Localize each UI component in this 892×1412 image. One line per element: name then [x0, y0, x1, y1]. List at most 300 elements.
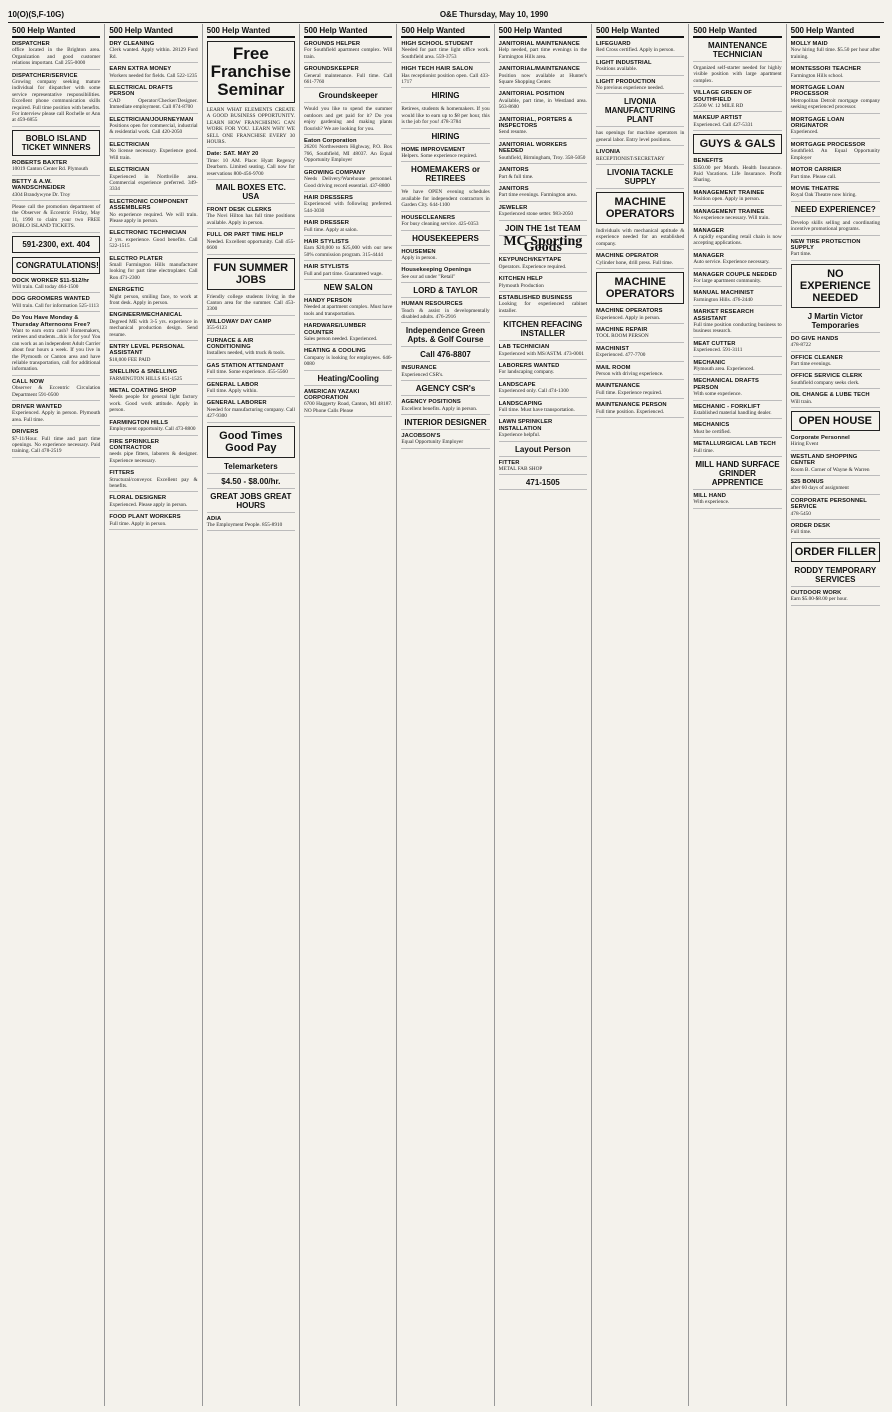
- classified-ad: [693, 341, 781, 357]
- ad-title: Good Times Good Pay: [219, 429, 283, 454]
- classified-ad: [791, 523, 880, 539]
- classified-ad: [12, 179, 100, 201]
- classified-ad: [791, 435, 880, 451]
- ad-title: MANAGEMENT TRAINEE: [693, 189, 765, 196]
- ad-title: MILL HAND: [693, 493, 727, 500]
- classified-ad: [596, 168, 684, 189]
- classified-ad: [596, 346, 684, 362]
- ad-title: NEED EXPERIENCE?: [794, 204, 876, 214]
- classified-column: [397, 24, 494, 1406]
- ad-title: MAINTENANCE: [596, 383, 640, 390]
- ad-body: Will train.: [790, 398, 813, 405]
- ad-title: J Martin Victor Temporaries: [807, 311, 864, 330]
- ad-body: Installers needed, with truck & tools.: [206, 350, 286, 357]
- ad-title: ROBERTS BAXTER: [12, 159, 68, 166]
- classified-ad: [304, 41, 392, 63]
- classified-ad: [304, 138, 392, 167]
- ad-body: Part time evenings.: [790, 360, 832, 367]
- ad-title: FARMINGTON HILLS: [109, 419, 169, 426]
- classified-ad: [693, 65, 781, 87]
- ad-title: MILL HAND SURFACE GRINDER APPRENTICE: [695, 460, 780, 488]
- classified-ad: [596, 228, 684, 250]
- ad-body: Plymouth area. Experienced.: [693, 366, 755, 372]
- ad-body: Organized self-starter needed for highly visible position with large apartment complex.: [693, 65, 782, 84]
- ad-body: 478-8722: [790, 342, 811, 349]
- ad-title: MANUAL MACHINIST: [693, 290, 754, 297]
- classified-ad: [207, 294, 295, 316]
- ad-title: METAL COATING SHOP: [109, 388, 177, 395]
- ad-title: HAIR DRESSERS: [304, 194, 353, 201]
- classified-ad: [304, 298, 392, 320]
- classified-ad: [499, 142, 587, 164]
- ad-body: Must be certified.: [693, 428, 731, 435]
- ad-title: DOG GROOMERS WANTED: [12, 296, 90, 303]
- ad-title: NEW SALON: [323, 282, 373, 292]
- ad-title: ORDER DESK: [790, 523, 831, 530]
- ad-body: Red Cross certified. Apply in person.: [596, 47, 675, 54]
- ad-title: FRONT DESK CLERKS: [206, 207, 272, 214]
- classified-ad: [499, 382, 587, 398]
- ad-title: MACHINIST: [596, 345, 630, 352]
- ad-body: Auto service. Experience necessary.: [693, 259, 770, 266]
- ad-title: MECHANICAL DRAFTS PERSON: [693, 378, 760, 391]
- ad-title: MANAGER: [693, 252, 724, 259]
- ad-title: MAIL BOXES ETC. USA: [215, 183, 286, 202]
- classified-ad: [304, 220, 392, 236]
- ad-title: DRY CLEANING: [109, 41, 155, 47]
- classified-ad: [596, 402, 684, 418]
- ad-title: MEAT CUTTER: [693, 340, 736, 347]
- classified-ad: [693, 253, 781, 269]
- classified-ad: [109, 470, 197, 492]
- ad-title: MC Sporting Goods: [503, 233, 583, 255]
- ad-title: MORTGAGE LOAN PROCESSOR: [790, 85, 845, 98]
- classified-columns: [8, 24, 884, 1406]
- ad-title: MACHINE OPERATORS: [605, 276, 675, 301]
- classified-ad: [693, 209, 781, 225]
- ad-title: LIVONIA MANUFACTURING PLANT: [604, 97, 676, 125]
- classified-column: [105, 24, 202, 1406]
- ad-title: LAB TECHNICIAN: [498, 344, 550, 351]
- ad-title: INSURANCE: [401, 365, 437, 372]
- ad-title: Call 476-8807: [420, 350, 471, 360]
- ad-title: MORTGAGE PROCESSOR: [790, 141, 866, 148]
- ad-body: Full time. Apply at salon.: [304, 226, 358, 233]
- ad-title: 471-1505: [525, 478, 560, 488]
- classified-ad: [109, 256, 197, 285]
- ad-title: KITCHEN REFACING INSTALLER: [503, 320, 583, 339]
- ad-body: With experience.: [693, 499, 730, 506]
- ad-body: Full time. Some experience. 455-5560: [206, 369, 288, 376]
- ad-body: Now hiring full time. $5.50 per hour after training.: [790, 47, 880, 60]
- column-header-label: Help Wanted: [124, 26, 173, 35]
- classified-ad: [109, 514, 197, 530]
- ad-title: HIRING: [431, 91, 460, 101]
- ad-body: Individuals with mechanical aptitude & experience needed for an established company.: [596, 228, 685, 247]
- column-header-label: Help Wanted: [708, 26, 757, 35]
- ad-title: GROWING COMPANY: [304, 169, 366, 176]
- classified-ad: [499, 419, 587, 441]
- classified-ad: [499, 66, 587, 88]
- ad-body: Apply in person.: [401, 254, 437, 261]
- ad-title: GROUNDSKEEPER: [304, 66, 359, 73]
- classified-ad: [499, 344, 587, 360]
- column-header: [791, 26, 880, 38]
- ad-title: HOUSECLEANERS: [401, 214, 456, 221]
- classified-ad: [401, 433, 489, 449]
- ad-title: BETTY & A.W. WANDSCHNEIDER: [12, 178, 66, 192]
- ad-title: MECHANIC: [693, 359, 726, 366]
- classified-ad: [693, 190, 781, 206]
- column-header-label: Help Wanted: [806, 26, 855, 35]
- ad-title: HOUSEMEN: [401, 248, 436, 255]
- ad-body: $7-11/Hour. Full time and part time openings. No experience necessary. Paid training. Call 478-2519: [12, 435, 101, 455]
- masthead-center: O&E Thursday, May 10, 1990: [439, 9, 549, 19]
- ad-title: Heating/Cooling: [317, 373, 379, 383]
- ad-body: Experienced. Call 427-5331: [693, 121, 753, 128]
- ad-body: Workers needed for fields. Call 522-1235: [109, 72, 198, 79]
- ad-title: LANDSCAPE: [498, 381, 536, 388]
- ad-title: MAIL ROOM: [596, 364, 631, 371]
- classified-ad: [499, 41, 587, 63]
- classified-ad: [304, 195, 392, 217]
- classified-ad: [499, 401, 587, 417]
- ad-title: ESTABLISHED BUSINESS: [498, 294, 573, 301]
- ad-body: Full time. Apply in person.: [109, 520, 167, 527]
- classified-ad: [693, 378, 781, 400]
- ad-title: DO GIVE HANDS: [790, 335, 839, 342]
- classified-ad: [109, 230, 197, 252]
- ad-body: Structural/conveyor. Excellent pay & benefits.: [109, 476, 198, 489]
- ad-body: LEARN WHAT ELEMENTS CREATE A GOOD BUSINESS OPPORTUNITY. LEARN HOW FRANCHISING CAN WORK FOR YOU. LEARN WHY WE SELL ONE FRANCHISE EVERY 30 HOURS.: [206, 107, 295, 146]
- classified-ad: [791, 336, 880, 352]
- ad-title: MECHANICS: [693, 422, 730, 429]
- ad-title: DOCK WORKER $11-$12/hr: [12, 277, 90, 284]
- ad-body: No license necessary. Experience good. Will train.: [109, 148, 198, 161]
- classified-ad: [499, 205, 587, 221]
- ad-title: LAWN SPRINKLER INSTALLATION: [498, 419, 553, 432]
- classified-ad: [12, 236, 100, 253]
- ad-body: $350.00 per Month. Health Insurance. Paid Vacations. Life Insurance. Profit Sharing.: [693, 164, 782, 184]
- ad-body: Cylinder hone, drill press. Full time.: [596, 259, 674, 266]
- classified-ad: [12, 257, 100, 274]
- classified-ad: [109, 167, 197, 196]
- classified-ad: [596, 41, 684, 57]
- ad-body: TOOL ROOM PERSON: [596, 333, 649, 340]
- column-header-label: Help Wanted: [27, 26, 76, 35]
- classified-ad: [693, 360, 781, 376]
- ad-title: ENGINEER/MECHANICAL: [109, 312, 183, 319]
- ad-title: FIRE SPRINKLER CONTRACTOR: [109, 438, 160, 451]
- classified-ad: [693, 404, 781, 420]
- classified-ad: [207, 382, 295, 398]
- ad-title: ELECTRONIC COMPONENT ASSEMBLERS: [109, 198, 189, 212]
- ad-title: LIGHT PRODUCTION: [596, 78, 656, 85]
- classified-ad: [12, 204, 100, 233]
- classified-ad: [693, 422, 781, 438]
- ad-body: With some experience.: [693, 391, 742, 398]
- classified-ad: [207, 516, 295, 532]
- ad-title: ELECTRICIAN: [109, 141, 150, 148]
- classified-ad: [12, 160, 100, 176]
- ad-title: MAINTENANCE TECHNICIAN: [707, 41, 768, 59]
- classified-ad: [207, 207, 295, 229]
- classified-ad: [499, 445, 587, 457]
- ad-body: Want to earn extra cash? Homemakers, retirees and students...this is for you! You can work as an independent Adult Carrier about four hours a week. If you live in the Plymouth or Canton area and have reliable transportation, call for additional information.: [12, 327, 101, 373]
- classified-ad: [791, 167, 880, 183]
- ad-body: Hiring Event: [790, 441, 819, 448]
- column-header-number: 500: [596, 26, 610, 35]
- ad-body: Will train. Call today 464-1500: [12, 283, 79, 290]
- classified-column: [8, 24, 105, 1406]
- ad-body: Plymouth Production: [498, 282, 544, 289]
- classified-ad: [791, 392, 880, 408]
- ad-title: OIL CHANGE & LUBE TECH: [790, 392, 870, 399]
- ad-title: NEW TIRE PROTECTION SUPPLY: [790, 238, 861, 251]
- classified-ad: [401, 267, 489, 283]
- classified-ad: [109, 495, 197, 511]
- ad-title: BENEFITS: [693, 158, 723, 165]
- column-header: [596, 26, 684, 38]
- classified-ad: [109, 199, 197, 228]
- classified-ad: [791, 566, 880, 587]
- ad-body: 6700 Haggerty Road, Canton, MI 48187. NO Phone Calls Please: [304, 401, 393, 414]
- classified-ad: [791, 85, 880, 114]
- ad-title: HAIR DRESSER: [304, 220, 350, 227]
- classified-ad: [401, 234, 489, 246]
- ad-title: NO EXPERIENCE NEEDED: [799, 267, 871, 304]
- ad-title: VILLAGE GREEN OF SOUTHFIELD: [693, 90, 752, 103]
- column-header-number: 500: [790, 26, 805, 35]
- ad-title: JANITORIAL WORKERS NEEDED: [498, 141, 567, 155]
- classified-ad: [596, 192, 684, 224]
- ad-body: Operators. Experience required.: [498, 263, 567, 270]
- classified-ad: [596, 327, 684, 343]
- ad-title: LIVONIA TACKLE SUPPLY: [607, 168, 674, 187]
- ad-body: Experienced CSR's.: [401, 371, 444, 378]
- ad-title: HANDY PERSON: [304, 297, 352, 304]
- column-header: [109, 26, 197, 38]
- ad-body: Retirees, students & homemakers. If you would like to earn up to $8 per hour, this is the job for you! 478-3784: [401, 106, 490, 126]
- classified-ad: [207, 492, 295, 513]
- classified-ad: [109, 66, 197, 82]
- ad-body: Has receptionist position open. Call 433-1717: [401, 72, 490, 86]
- classified-ad: [499, 186, 587, 202]
- classified-column: [203, 24, 300, 1406]
- ad-title: METALLURGICAL LAB TECH: [693, 441, 776, 448]
- classified-ad: [791, 239, 880, 261]
- ad-title: Do You Have Monday & Thursday Afternoons Free?: [12, 315, 91, 328]
- classified-ad: [596, 253, 684, 269]
- classified-ad: [401, 66, 489, 88]
- classified-ad: [401, 350, 489, 362]
- classified-ad: [401, 215, 489, 231]
- ad-body: Develop skills selling and coordinating incentive promotional programs.: [790, 219, 880, 233]
- ad-title: FUN SUMMER JOBS: [213, 261, 289, 286]
- column-header: [12, 26, 100, 38]
- ad-body: Observer & Eccentric Circulation Department 591-0500: [12, 385, 101, 398]
- ad-title: MOLLY MAID: [790, 41, 828, 47]
- ad-title: Free Franchise Seminar: [210, 44, 291, 99]
- ad-body: Full time. Must have transportation.: [498, 407, 575, 414]
- ad-body: Metropolitan Detroit mortgage company seeking experienced processor.: [790, 97, 880, 111]
- classified-ad: [791, 205, 880, 217]
- ad-body: CAD Operator/Checker/Designer. Immediate employment. Call 874-8700: [109, 97, 198, 111]
- column-header-number: 500: [401, 26, 415, 35]
- ad-title: BOBLO ISLAND TICKET WINNERS: [21, 133, 91, 152]
- classified-ad: [791, 479, 880, 495]
- ad-body: Needed for manufacturing company. Call 427-9300: [206, 406, 295, 420]
- ad-body: Room B. Corner of Wayne & Warren: [790, 466, 870, 473]
- ad-body: Full time position. Experienced.: [596, 408, 665, 415]
- ad-body: Position open. Apply in person.: [693, 196, 761, 203]
- classified-ad: [109, 142, 197, 164]
- classified-ad: [109, 420, 197, 436]
- ad-body: Would you like to spend the summer outdoors and get paid for it? Do you enjoy gardening and making plants flourish? We are looking for you.: [304, 106, 393, 132]
- ad-body: Royal Oak Theatre now hiring.: [790, 192, 857, 199]
- classified-ad: [304, 264, 392, 280]
- ad-body: has openings for machine operators in general labor. Entry level positions.: [596, 130, 685, 143]
- page-number: 10(O)(S,F-10G): [8, 9, 65, 19]
- classified-ad: [596, 97, 684, 127]
- ad-body: Experienced only. Call 474-1300: [498, 388, 569, 395]
- classified-ad: [791, 411, 880, 431]
- ad-title: DRIVERS: [12, 429, 39, 436]
- ad-title: HUMAN RESOURCES: [401, 301, 463, 308]
- classified-ad: [693, 272, 781, 288]
- classified-ad: [207, 232, 295, 254]
- ad-title: JANITORIAL, PORTERS & INSPECTORS: [498, 116, 573, 130]
- ad-title: JANITORIAL MAINTENANCE: [498, 41, 580, 47]
- ad-body: Sales person needed. Experienced.: [304, 336, 378, 342]
- classified-ad: [596, 79, 684, 95]
- ad-body: 4304 Brandywyne Dr. Troy: [12, 191, 71, 198]
- ad-title: CALL NOW: [12, 378, 44, 385]
- ad-title: MORTGAGE LOAN ORIGINATOR: [790, 116, 845, 130]
- ad-title: AMERICAN YAZAKI CORPORATION: [304, 388, 360, 402]
- ad-title: MANAGEMENT TRAINEE: [693, 208, 765, 215]
- ad-title: JANITORIAL POSITION: [498, 91, 565, 98]
- ad-body: Position now available at Hunter's Square Shopping Center.: [498, 72, 587, 86]
- ad-title: OFFICE CLEANER: [790, 354, 843, 361]
- ad-title: LANDSCAPING: [498, 400, 543, 407]
- ad-body: Full time. Apply within.: [206, 387, 258, 394]
- ad-body: Full time.: [693, 447, 714, 454]
- classified-ad: [207, 41, 295, 103]
- classified-column: [592, 24, 689, 1406]
- ad-title: RODDY TEMPORARY SERVICES: [794, 565, 877, 584]
- classified-ad: [401, 301, 489, 323]
- ad-title: $4.50 - $8.00/hr.: [221, 476, 281, 486]
- ad-title: ENERGETIC: [109, 287, 145, 294]
- ad-title: OFFICE SERVICE CLERK: [790, 373, 863, 380]
- ad-title: MOTOR CARRIER: [790, 167, 842, 174]
- ad-body: For Southfield apartment complex. Will train.: [304, 47, 393, 60]
- classified-ad: [693, 115, 781, 131]
- ad-title: LIGHT INDUSTRIAL: [596, 59, 652, 66]
- classified-ad: [693, 309, 781, 338]
- ad-body: For busy cleaning service. 425-0353: [401, 221, 479, 228]
- classified-ad: [791, 498, 880, 520]
- column-header: [304, 26, 392, 38]
- ad-body: Growing company seeking mature individual for dispatcher with some service representative responsibilities. Excellent phone communication skills required. Full time position with benefits. For interview please call Rochelle or Ann at 459-6855: [12, 79, 101, 124]
- ad-body: Needed for part time light office work. Southfield area. 559-3753: [401, 47, 490, 60]
- classified-ad: [109, 312, 197, 341]
- classified-ad: [499, 276, 587, 292]
- classified-ad: [109, 41, 197, 63]
- ad-title: MACHINE OPERATOR: [596, 253, 659, 260]
- ad-title: HAIR STYLISTS: [304, 238, 349, 245]
- ad-body: Experience helpful.: [498, 432, 541, 439]
- classified-ad: [499, 478, 587, 490]
- column-header-number: 500: [693, 26, 707, 35]
- classified-ad: [12, 429, 100, 458]
- ad-body: Please call the promotion department of the Observer & Eccentric Friday, May 11, 1990 to claim your two FREE BOBLO ISLAND TICKETS.: [12, 203, 101, 230]
- classified-ad: [791, 142, 880, 164]
- ad-body: RECEPTIONIST/SECRETARY: [596, 155, 665, 162]
- ad-body: needs pipe fitters, laborers & designer. Experience necessary.: [109, 451, 198, 464]
- classified-ad: [791, 542, 880, 562]
- ad-title: Corporate Personnel: [790, 435, 850, 441]
- ad-body: Experienced with MS/ASTM. 473-0001: [498, 350, 584, 357]
- classified-column: [689, 24, 786, 1406]
- classified-ad: [693, 134, 781, 154]
- ad-title: HIGH SCHOOL STUDENT: [401, 41, 474, 47]
- ad-body: office located in the Brighton area. Organization and good customer relations important. Call 255-0000: [12, 47, 101, 67]
- ad-body: Part & full time.: [498, 173, 534, 180]
- classified-ad: [304, 348, 392, 370]
- classified-ad: [401, 91, 489, 103]
- classified-ad: [596, 383, 684, 399]
- ad-body: Full time position conducting business to business research.: [693, 321, 782, 335]
- classified-ad: [12, 296, 100, 312]
- classified-ad: [12, 404, 100, 426]
- classified-ad: [304, 239, 392, 261]
- ad-title: JOIN THE 1st TEAM: [505, 223, 581, 233]
- column-header-number: 500: [206, 26, 221, 35]
- classified-ad: [401, 286, 489, 298]
- ad-body: For landscaping company.: [498, 369, 555, 376]
- classified-ad: [791, 220, 880, 236]
- classified-ad: [207, 477, 295, 489]
- ad-title: HEATING & COOLING: [304, 348, 366, 355]
- ad-title: DRIVER WANTED: [12, 404, 62, 411]
- classified-ad: [109, 85, 197, 114]
- classified-ad: [693, 441, 781, 457]
- ad-body: Equal Opportunity Employer: [401, 439, 464, 446]
- ad-body: Night person, smiling face, to work at front desk. Apply in person.: [109, 293, 198, 306]
- ad-body: Earn $20,000 to $25,000 with our new 50% commission program. 315-4444: [304, 245, 393, 258]
- ad-body: Positions open for commercial, industrial & residential work. Call 420-2050: [109, 123, 198, 136]
- classified-ad: [207, 426, 295, 458]
- classified-ad: [401, 384, 489, 396]
- ad-body: Will train. Call for information 525-1113: [12, 302, 99, 309]
- ad-body: Southfield. An Equal Opportunity Employer: [790, 148, 880, 161]
- classified-ad: [401, 132, 489, 144]
- ad-body: Experienced with following preferred. 544-3030: [304, 201, 393, 214]
- column-header-label: Help Wanted: [319, 26, 368, 35]
- classified-ad: [596, 149, 684, 165]
- ad-title: MARKET RESEARCH ASSISTANT: [693, 309, 754, 322]
- classified-ad: [207, 151, 295, 180]
- classified-ad: [109, 287, 197, 309]
- ad-title: ORDER FILLER: [794, 545, 876, 558]
- ad-title: Independence Green Apts. & Golf Course: [405, 326, 486, 345]
- column-header-number: 500: [109, 26, 123, 35]
- column-header-number: 500: [498, 26, 513, 35]
- ad-title: HOME IMPROVEMENT: [401, 146, 466, 153]
- column-header-number: 500: [304, 26, 318, 35]
